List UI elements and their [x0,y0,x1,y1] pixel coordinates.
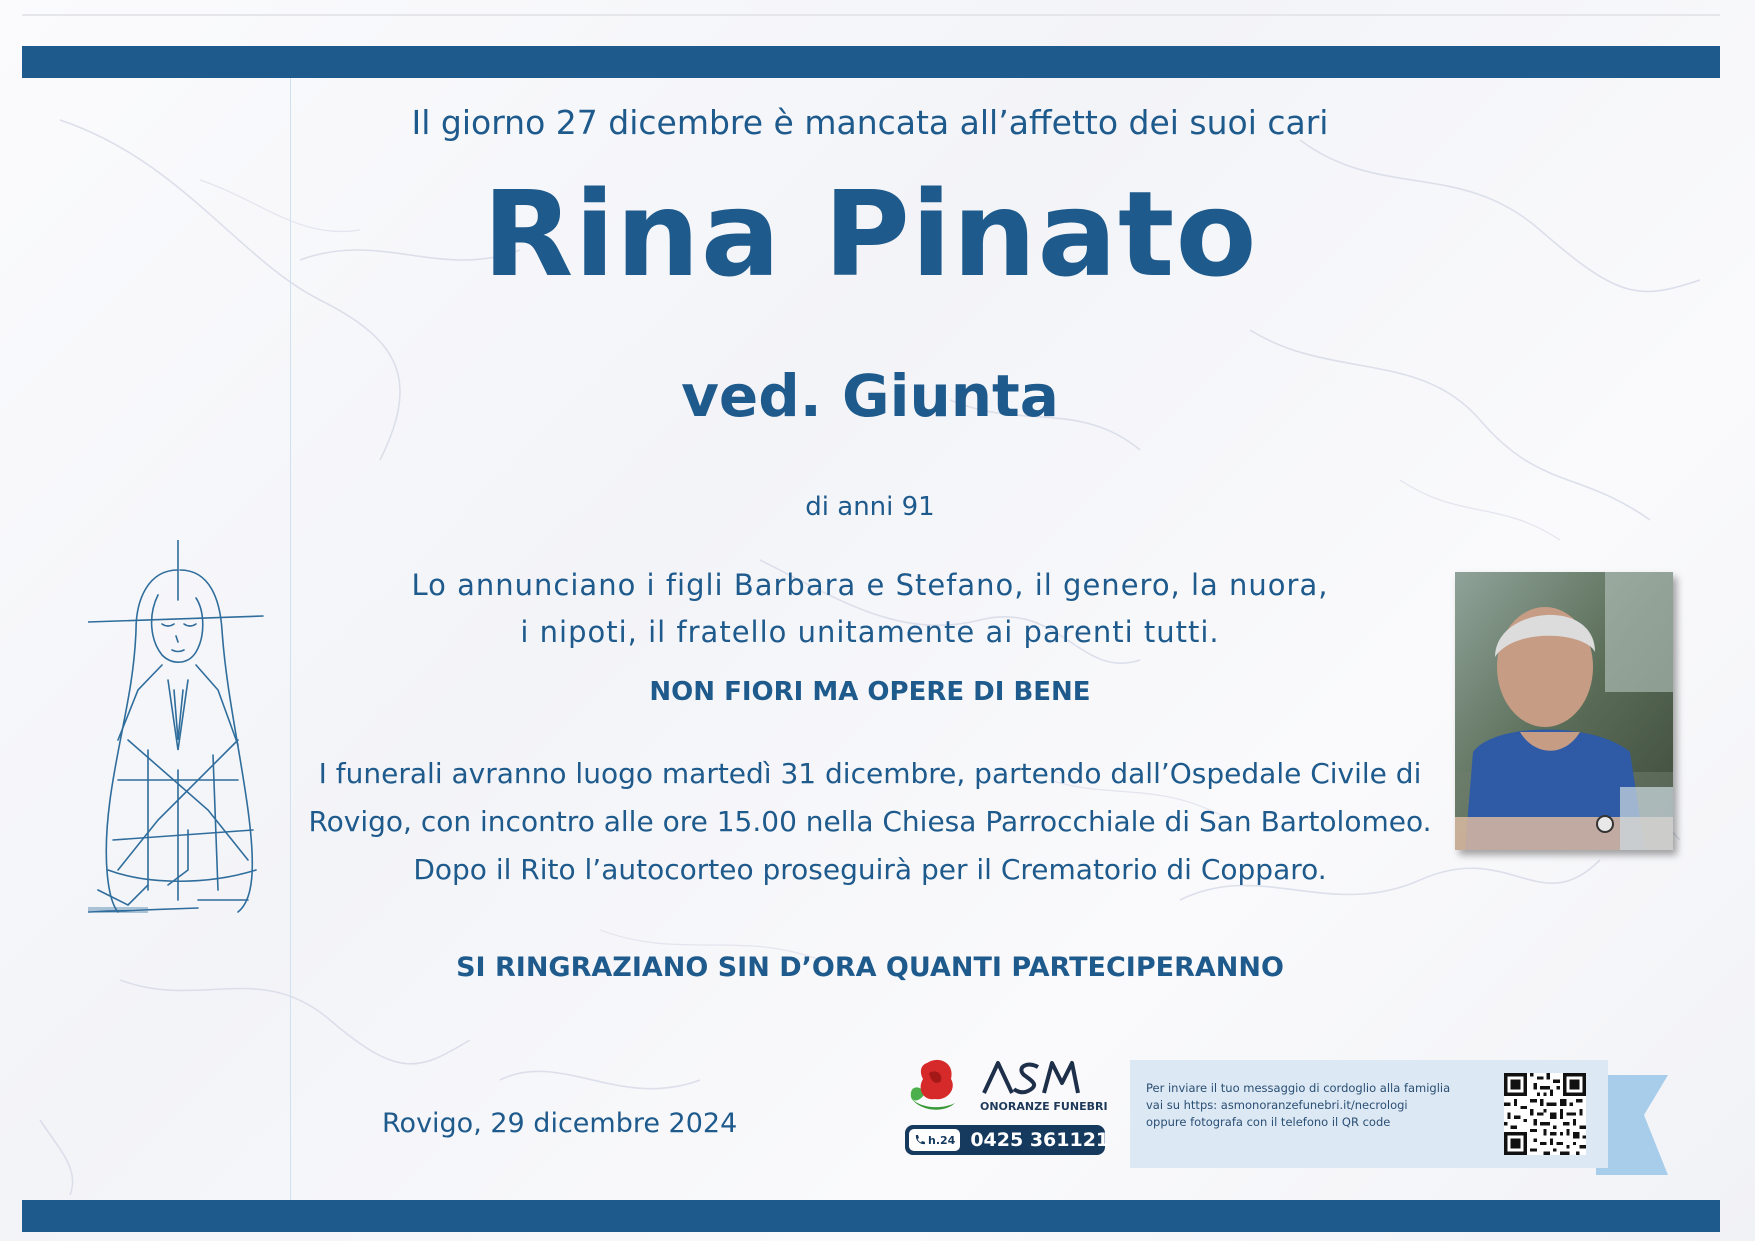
funeral-line-1: I funerali avranno luogo martedì 31 dicembre, partendo dall’Ospedale Civile di [318,757,1422,790]
funeral-line-3: Dopo il Rito l’autocorteo proseguirà per il Crematorio di Copparo. [413,853,1327,886]
thanks-line: SI RINGRAZIANO SIN D’ORA QUANTI PARTECIPERANNO [456,952,1284,983]
announcement-line-2: i nipoti, il fratello unitamente ai parenti tutti. [520,615,1220,649]
top-border-band [22,46,1720,78]
age-line: di anni 91 [805,492,935,522]
deceased-name: Rina Pinato [482,165,1258,303]
place-date: Rovigo, 29 dicembre 2024 [382,1108,738,1139]
intro-line: Il giorno 27 dicembre è mancata all’affetto dei suoi cari [411,103,1329,142]
h24-badge [909,1129,960,1151]
funeral-home-subtitle: ONORANZE FUNEBRI [980,1100,1108,1113]
funeral-home-logo [905,1055,1110,1160]
qr-line-2[interactable]: vai su https: asmonoranzefunebri.it/necrologi [1146,1098,1408,1112]
phone-number[interactable]: 0425 361121 [970,1129,1110,1151]
asm-logo-icon [980,1057,1080,1097]
bottom-border-band [22,1200,1720,1232]
phone-pill[interactable] [905,1125,1110,1155]
no-flowers-line: NON FIORI MA OPERE DI BENE [649,677,1091,707]
h24-label: h.24 [928,1133,956,1147]
madonna-sketch [88,540,288,915]
qr-line-1: Per inviare il tuo messaggio di cordoglio alla famiglia [1146,1081,1451,1095]
deceased-photo [1455,572,1673,850]
funeral-line-2: Rovigo, con incontro alle ore 15.00 nella Chiesa Parrocchiale di San Bartolomeo. [308,805,1432,838]
qr-code[interactable] [1504,1073,1586,1155]
top-edge-line [22,14,1720,16]
qr-instructions [1146,1080,1450,1131]
condolence-qr-panel [1130,1060,1608,1168]
announcement [290,562,1450,656]
phone-icon [914,1134,926,1146]
funeral-details [290,750,1450,894]
rose-logo-icon [905,1055,967,1117]
announcement-line-1: Lo annunciano i figli Barbara e Stefano, il genero, la nuora, [411,568,1329,602]
qr-line-3: oppure fotografa con il telefono il QR code [1146,1115,1391,1129]
married-name: ved. Giunta [681,362,1059,430]
